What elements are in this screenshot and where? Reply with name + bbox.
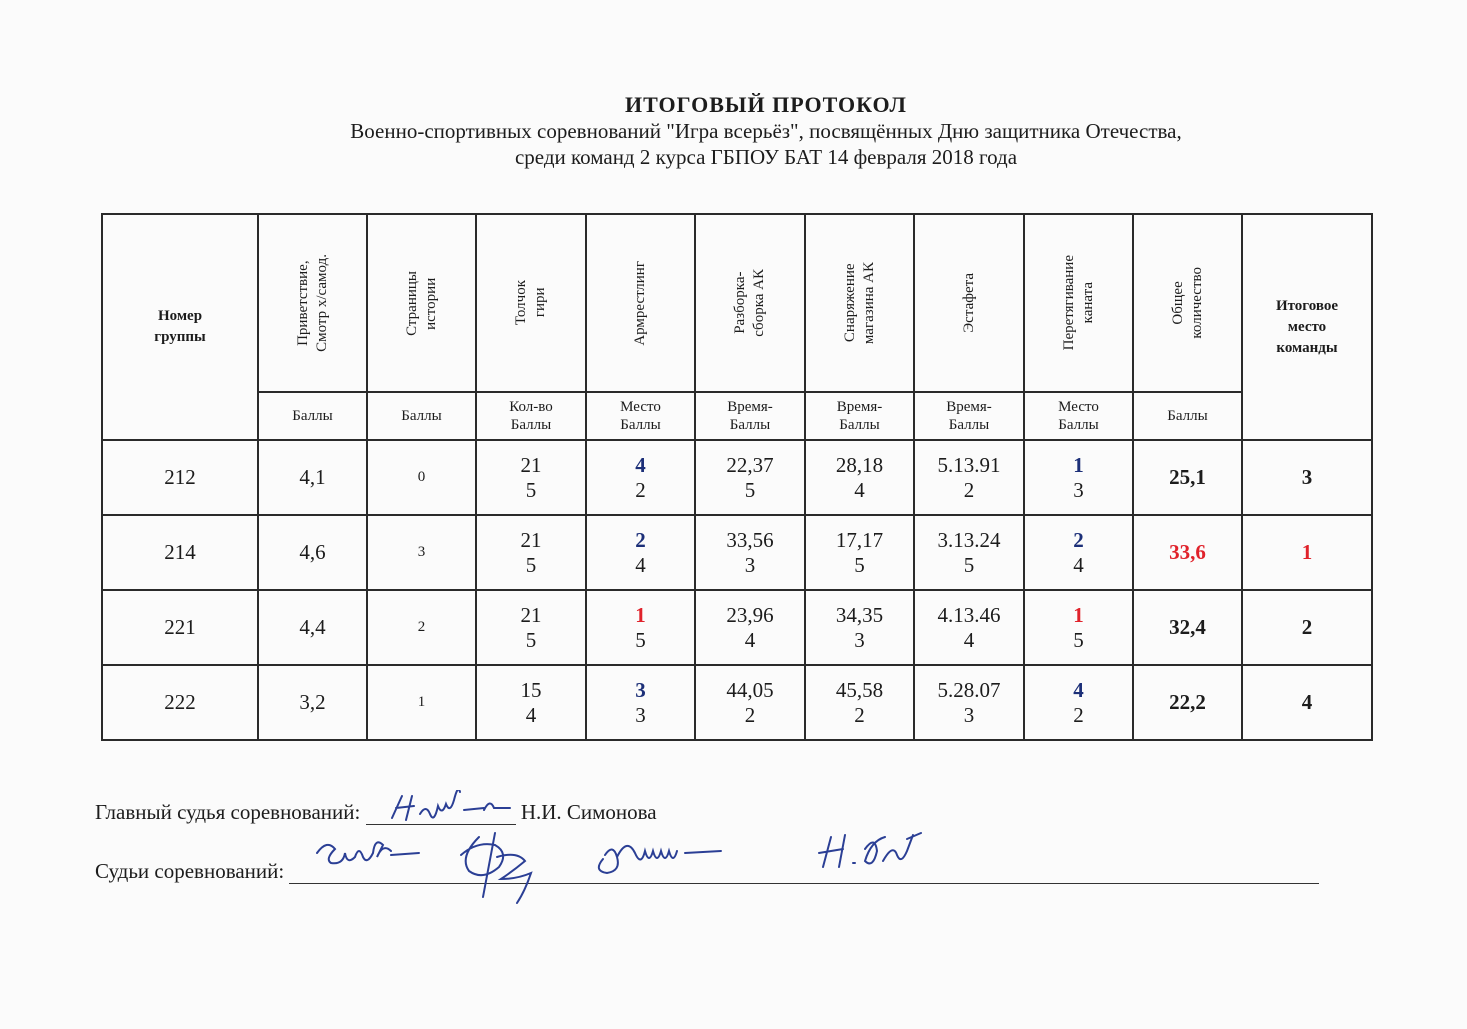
- table-row: [102, 665, 1372, 740]
- cell-assembly: 44,05 2: [695, 665, 805, 740]
- header-magazine: Снаряжение магазина АК: [805, 214, 914, 392]
- page-title: ИТОГОВЫЙ ПРОТОКОЛ: [625, 92, 907, 117]
- cell-greeting: 4,1: [258, 440, 367, 515]
- judge-signature-2: [439, 827, 549, 907]
- cell-final-place: 1: [1242, 515, 1372, 590]
- cell-group: 214: [102, 515, 258, 590]
- cell-assembly: 22,37 5: [695, 440, 805, 515]
- cell-armwrestling: 4 2: [586, 440, 695, 515]
- judges-signature-line: [289, 861, 1319, 884]
- subheader-relay: Время- Баллы: [914, 392, 1024, 440]
- header-final-place: Итоговое место команды: [1242, 214, 1372, 440]
- cell-tugofwar: 1 3: [1024, 440, 1133, 515]
- table-row: [102, 515, 1372, 590]
- header-relay: Эстафета: [914, 214, 1024, 392]
- cell-greeting: 4,6: [258, 515, 367, 590]
- cell-final-place: 2: [1242, 590, 1372, 665]
- cell-total: 33,6: [1133, 515, 1242, 590]
- cell-magazine: 45,58 2: [805, 665, 914, 740]
- cell-kettlebell: 15 4: [476, 665, 586, 740]
- cell-final-place: 4: [1242, 665, 1372, 740]
- cell-group: 222: [102, 665, 258, 740]
- cell-relay: 5.28.07 3: [914, 665, 1024, 740]
- cell-assembly: 23,96 4: [695, 590, 805, 665]
- cell-magazine: 28,18 4: [805, 440, 914, 515]
- judges-line: [95, 859, 1319, 884]
- subheader-kettlebell: Кол-во Баллы: [476, 392, 586, 440]
- judge-signature-3: [589, 835, 729, 883]
- cell-total: 25,1: [1133, 440, 1242, 515]
- chief-judge-signature-line: [366, 800, 516, 825]
- cell-kettlebell: 21 5: [476, 515, 586, 590]
- cell-relay: 4.13.46 4: [914, 590, 1024, 665]
- cell-total: 32,4: [1133, 590, 1242, 665]
- judge-signature-1: [309, 833, 429, 883]
- header-history: Страницы истории: [367, 214, 476, 392]
- subheader-row: [102, 392, 1372, 440]
- cell-group: 212: [102, 440, 258, 515]
- cell-total: 22,2: [1133, 665, 1242, 740]
- cell-history: 2: [367, 590, 476, 665]
- subheader-tugofwar: Место Баллы: [1024, 392, 1133, 440]
- header-tugofwar: Перетягивание каната: [1024, 214, 1133, 392]
- cell-tugofwar: 4 2: [1024, 665, 1133, 740]
- cell-final-place: 3: [1242, 440, 1372, 515]
- cell-greeting: 4,4: [258, 590, 367, 665]
- document-header: [0, 92, 1467, 170]
- subheader-total: Баллы: [1133, 392, 1242, 440]
- header-kettlebell: Толчок гири: [476, 214, 586, 392]
- cell-greeting: 3,2: [258, 665, 367, 740]
- judges-label: Судьи соревнований:: [95, 859, 285, 883]
- header-assembly: Разборка- сборка АК: [695, 214, 805, 392]
- subheader-greeting: Баллы: [258, 392, 367, 440]
- judge-signature-4: [809, 827, 929, 883]
- header-group: Номер группы: [102, 214, 258, 440]
- header-armwrestling: Армрестлинг: [586, 214, 695, 392]
- cell-armwrestling: 3 3: [586, 665, 695, 740]
- cell-magazine: 17,17 5: [805, 515, 914, 590]
- header-row: [102, 214, 1372, 392]
- chief-judge-label: Главный судья соревнований:: [95, 800, 361, 824]
- header-greeting: Приветствие, Смотр х/самод.: [258, 214, 367, 392]
- cell-group: 221: [102, 590, 258, 665]
- subheader-armwrestling: Место Баллы: [586, 392, 695, 440]
- cell-relay: 5.13.91 2: [914, 440, 1024, 515]
- cell-history: 3: [367, 515, 476, 590]
- chief-judge-name: Н.И. Симонова: [520, 800, 657, 824]
- cell-magazine: 34,35 3: [805, 590, 914, 665]
- subtitle-line-2: среди команд 2 курса ГБПОУ БАТ 14 февраля 2018 года: [514, 145, 1018, 169]
- cell-kettlebell: 21 5: [476, 440, 586, 515]
- cell-assembly: 33,56 3: [695, 515, 805, 590]
- subtitle-line-1: Военно-спортивных соревнований "Игра всерьёз", посвящённых Дню защитника Отечества,: [350, 119, 1182, 143]
- chief-judge-line: [95, 800, 657, 825]
- cell-armwrestling: 1 5: [586, 590, 695, 665]
- cell-kettlebell: 21 5: [476, 590, 586, 665]
- cell-relay: 3.13.24 5: [914, 515, 1024, 590]
- subheader-assembly: Время- Баллы: [695, 392, 805, 440]
- cell-tugofwar: 1 5: [1024, 590, 1133, 665]
- cell-history: 0: [367, 440, 476, 515]
- table-row: [102, 440, 1372, 515]
- results-table: [101, 213, 1373, 741]
- cell-history: 1: [367, 665, 476, 740]
- subheader-history: Баллы: [367, 392, 476, 440]
- table-row: [102, 590, 1372, 665]
- cell-armwrestling: 2 4: [586, 515, 695, 590]
- header-total: Общее количество: [1133, 214, 1242, 392]
- cell-tugofwar: 2 4: [1024, 515, 1133, 590]
- chief-judge-signature: [384, 790, 514, 826]
- subheader-magazine: Время- Баллы: [805, 392, 914, 440]
